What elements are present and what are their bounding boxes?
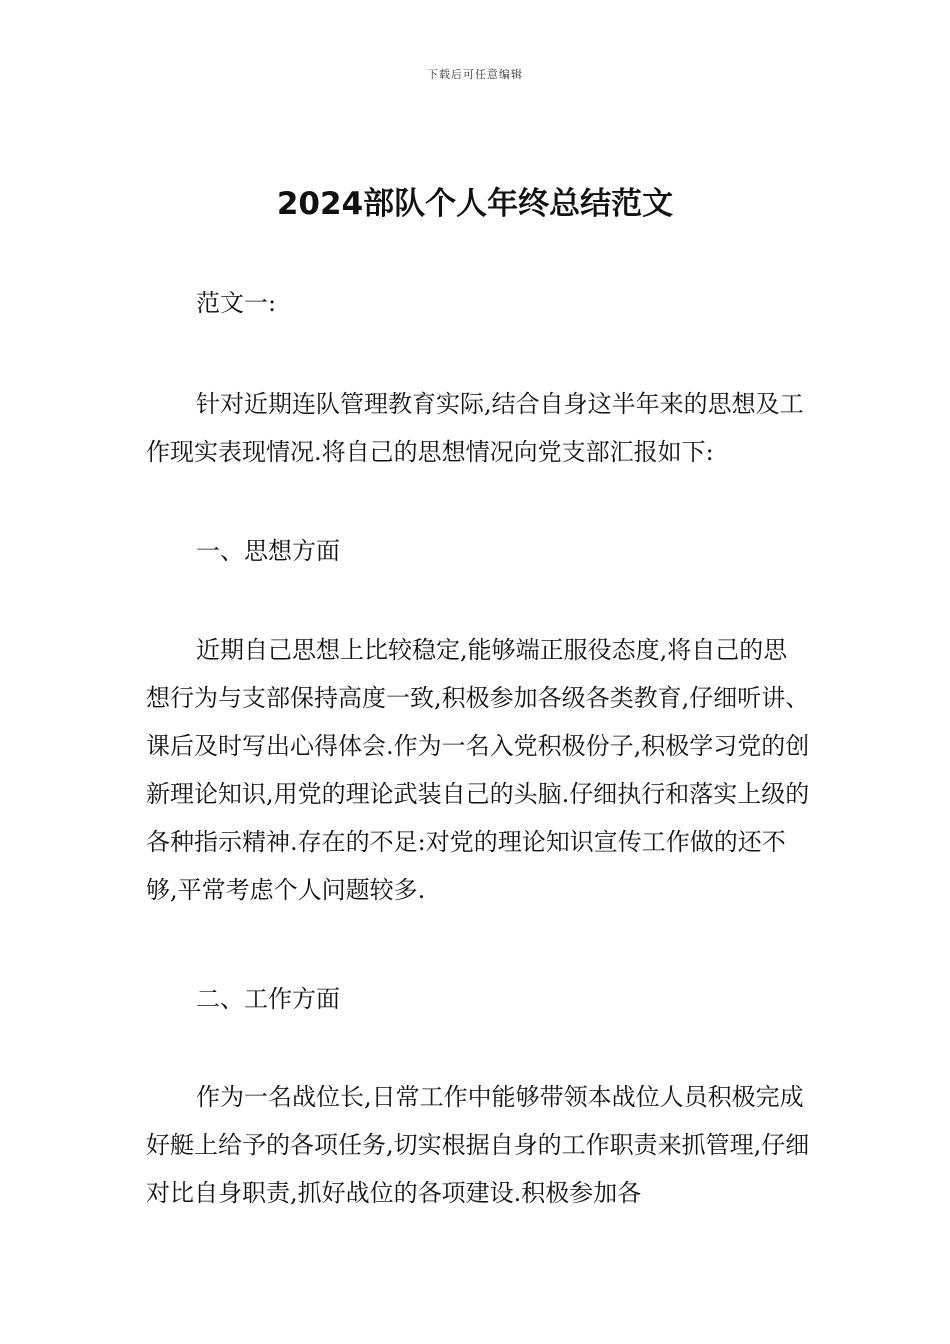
document-title: 2024部队个人年终总结范文 bbox=[276, 186, 674, 222]
intro-paragraph: 针对近期连队管理教育实际,结合自身这半年来的思想及工作现实表现情况.将自己的思想情况向党支部汇报如下: bbox=[146, 390, 804, 466]
section-heading-work: 二、工作方面 bbox=[196, 985, 340, 1013]
section-body-thought: 近期自己思想上比较稳定,能够端正服役态度,将自己的思想行为与支部保持高度一致,积极参加各级各类教育,仔细听讲、课后及时写出心得体会.作为一名入党积极份子,积极学习党的创新理论知识,用党的理论武装自己的头脑.仔细执行和落实上级的各种指示精神.存在的不足:对党的理论知识宣传工作做的还不够,平常考虑个人问题较多. bbox=[146, 636, 810, 904]
header-note: 下载后可任意编辑 bbox=[427, 68, 523, 81]
section-heading-thought: 一、思想方面 bbox=[196, 537, 340, 565]
section-body-work: 作为一名战位长,日常工作中能够带领本战位人员积极完成好艇上给予的各项任务,切实根据自身的工作职责来抓管理,仔细对比自身职责,抓好战位的各项建设.积极参加各 bbox=[146, 1083, 810, 1207]
sample-label: 范文一: bbox=[196, 289, 277, 317]
